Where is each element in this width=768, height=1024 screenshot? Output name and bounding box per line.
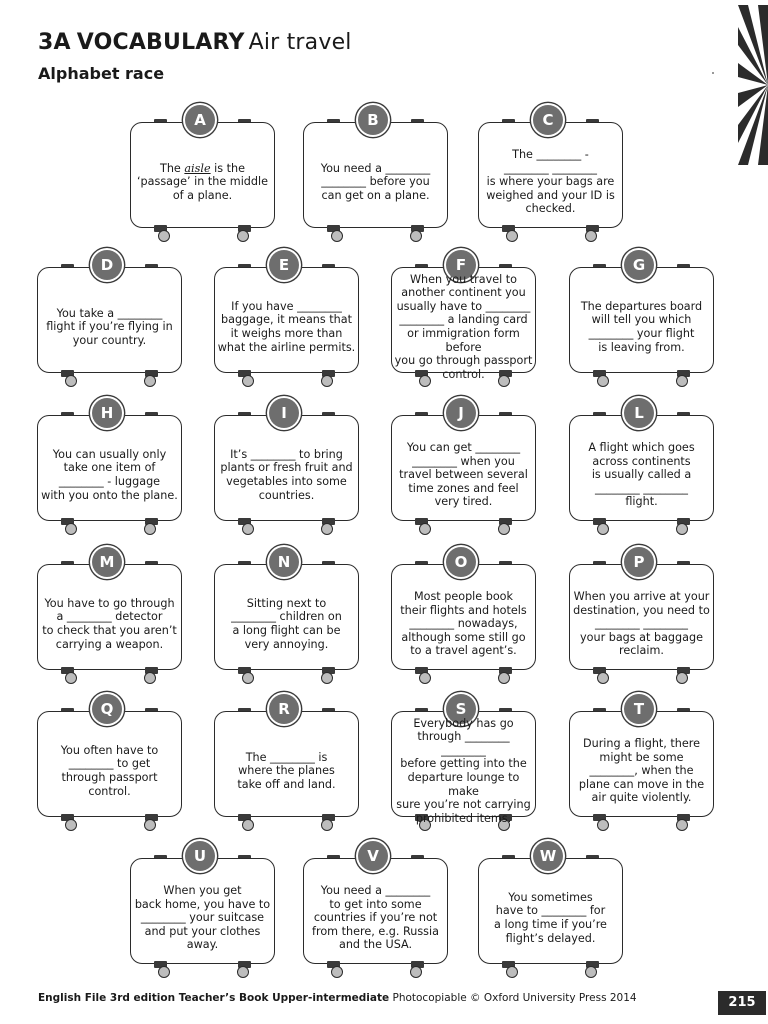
suitcase-wheel <box>65 375 77 387</box>
clue-text: The ________ - ________ ________ is where your bags are weighed and your ID is checked. <box>486 148 615 216</box>
suitcase-card-e <box>214 255 359 385</box>
clue-area <box>480 138 621 226</box>
clue-text: The ________ is where the planes take off and land. <box>237 750 336 791</box>
footer-credit <box>38 992 637 1004</box>
clue-area <box>39 727 180 815</box>
clue-text: You can get ________ ________ when you travel between several time zones and feel very tired. <box>399 441 528 509</box>
suitcase-card-v <box>303 846 448 976</box>
suitcase-card-f <box>391 255 536 385</box>
suitcase-card-d <box>37 255 182 385</box>
letter-badge: J <box>446 398 476 428</box>
letter-badge: R <box>269 694 299 724</box>
suitcase-wheel <box>676 672 688 684</box>
suitcase-card-g <box>569 255 714 385</box>
letter-badge: O <box>446 547 476 577</box>
letter-badge: C <box>533 105 563 135</box>
suitcase-wheel <box>321 672 333 684</box>
letter-badge: E <box>269 250 299 280</box>
suitcase-wheel <box>597 523 609 535</box>
letter-badge: B <box>358 105 388 135</box>
suitcase-card-u <box>130 846 275 976</box>
clue-area <box>216 580 357 668</box>
clue-area <box>571 283 712 371</box>
suitcase-wheel <box>676 375 688 387</box>
suitcase-wheel <box>144 375 156 387</box>
topic-title: Air travel <box>248 30 352 55</box>
suitcase-wheel <box>498 523 510 535</box>
suitcase-wheel <box>597 672 609 684</box>
suitcase-wheel <box>419 672 431 684</box>
clue-area <box>132 138 273 226</box>
clue-text: When you arrive at your destination, you need to ________ ________ your bags at baggage reclaim. <box>573 590 710 658</box>
clue-area <box>216 283 357 371</box>
clue-area <box>305 138 446 226</box>
clue-text: The aisle is the ‘passage’ in the middle of a plane. <box>137 161 268 202</box>
suitcase-wheel <box>321 523 333 535</box>
letter-badge: I <box>269 398 299 428</box>
suitcase-wheel <box>242 672 254 684</box>
letter-badge: W <box>533 841 563 871</box>
suitcase-card-w <box>478 846 623 976</box>
clue-area <box>571 580 712 668</box>
clue-text: You can usually only take one item of ________ - luggage with you onto the plane. <box>41 447 178 502</box>
letter-badge: M <box>92 547 122 577</box>
clue-area <box>216 727 357 815</box>
suitcase-card-h <box>37 403 182 533</box>
letter-badge: L <box>624 398 654 428</box>
clue-text: During a flight, there might be some ________, when the plane can move in the air quite violently. <box>578 737 705 805</box>
suitcase-wheel <box>331 230 343 242</box>
suitcase-wheel <box>144 672 156 684</box>
suitcase-wheel <box>158 230 170 242</box>
section-category: VOCABULARY <box>76 30 245 55</box>
clue-text: You often have to ________ to get through passport control. <box>60 743 159 798</box>
suitcase-wheel <box>419 523 431 535</box>
suitcase-card-a <box>130 110 275 240</box>
clue-text: A flight which goes across continents is usually called a ________ ________ flight. <box>588 441 695 509</box>
clue-text: You need a ________ to get into some countries if you’re not from there, e.g. Russia and the USA. <box>312 884 439 952</box>
suitcase-card-c <box>478 110 623 240</box>
letter-badge: T <box>624 694 654 724</box>
letter-badge: D <box>92 250 122 280</box>
suitcase-wheel <box>158 966 170 978</box>
clue-area <box>39 283 180 371</box>
suitcase-wheel <box>410 966 422 978</box>
clue-text: You have to go through a ________ detector to check that you aren’t carrying a weapon. <box>42 596 177 651</box>
suitcase-wheel <box>506 230 518 242</box>
letter-badge: V <box>358 841 388 871</box>
clue-text: You need a ________ ________ before you can get on a plane. <box>320 161 431 202</box>
suitcase-wheel <box>65 523 77 535</box>
clue-area <box>393 431 534 519</box>
page-number: 215 <box>718 991 766 1015</box>
suitcase-wheel <box>321 375 333 387</box>
suitcase-wheel <box>498 672 510 684</box>
letter-badge: S <box>446 694 476 724</box>
clue-text: Everybody has go through ________ ________ before getting into the departure lounge to make sure you’re not carrying prohibited items. <box>396 716 531 825</box>
clue-area <box>39 431 180 519</box>
suitcase-wheel <box>65 672 77 684</box>
suitcase-card-q <box>37 699 182 829</box>
clue-area <box>571 431 712 519</box>
suitcase-wheel <box>242 523 254 535</box>
suitcase-card-m <box>37 552 182 682</box>
letter-badge: P <box>624 547 654 577</box>
suitcase-wheel <box>237 230 249 242</box>
suitcase-wheel <box>597 375 609 387</box>
suitcase-wheel <box>597 819 609 831</box>
activity-title: Alphabet race <box>38 64 165 83</box>
suitcase-card-l <box>569 403 714 533</box>
clue-area <box>393 272 534 381</box>
letter-badge: U <box>185 841 215 871</box>
clue-area <box>480 874 621 962</box>
letter-badge: N <box>269 547 299 577</box>
suitcase-wheel <box>65 819 77 831</box>
suitcase-wheel <box>242 375 254 387</box>
suitcase-card-r <box>214 699 359 829</box>
suitcase-wheel <box>410 230 422 242</box>
letter-badge: F <box>446 250 476 280</box>
suitcase-wheel <box>144 819 156 831</box>
unit-code: 3A <box>38 30 71 55</box>
suitcase-card-p <box>569 552 714 682</box>
footer-rights: Photocopiable © Oxford University Press 2014 <box>392 992 637 1004</box>
clue-text: When you travel to another continent you usually have to ________ ________ a landing card or immigration form before you go through passport control. <box>394 272 533 381</box>
suitcase-wheel <box>585 966 597 978</box>
letter-badge: H <box>92 398 122 428</box>
clue-area <box>132 874 273 962</box>
suitcase-card-o <box>391 552 536 682</box>
suitcase-card-s <box>391 699 536 829</box>
clue-area <box>393 580 534 668</box>
suitcase-wheel <box>676 523 688 535</box>
suitcase-card-n <box>214 552 359 682</box>
suitcase-wheel <box>144 523 156 535</box>
suitcase-wheel <box>676 819 688 831</box>
clue-text: Sitting next to ________ children on a long flight can be very annoying. <box>231 596 342 651</box>
clue-text: The departures board will tell you which ________ your flight is leaving from. <box>580 299 703 354</box>
clue-area <box>305 874 446 962</box>
suitcase-wheel <box>242 819 254 831</box>
suitcase-wheel <box>237 966 249 978</box>
letter-badge: G <box>624 250 654 280</box>
clue-area <box>39 580 180 668</box>
suitcase-wheel <box>506 966 518 978</box>
clue-area <box>216 431 357 519</box>
suitcase-card-b <box>303 110 448 240</box>
footer-book-title: English File 3rd edition Teacher’s Book Upper-intermediate <box>38 992 390 1004</box>
suitcase-wheel <box>331 966 343 978</box>
suitcase-wheel <box>585 230 597 242</box>
clue-text: Most people book their flights and hotels ________ nowadays, although some still go to a travel agent’s. <box>400 590 527 658</box>
clue-area <box>393 716 534 825</box>
suitcase-card-j <box>391 403 536 533</box>
clue-area <box>571 727 712 815</box>
clue-text: You sometimes have to ________ for a long time if you’re flight’s delayed. <box>494 890 607 945</box>
clue-text: When you get back home, you have to ________ your suitcase and put your clothes away. <box>134 884 271 952</box>
letter-badge: A <box>185 105 215 135</box>
clue-text: You take a ________ flight if you’re flying in your country. <box>46 306 173 347</box>
suitcase-card-i <box>214 403 359 533</box>
letter-badge: Q <box>92 694 122 724</box>
suitcase-card-t <box>569 699 714 829</box>
clue-text: It’s ________ to bring plants or fresh fruit and vegetables into some countries. <box>220 447 353 502</box>
clue-text: If you have ________ baggage, it means that it weighs more than what the airline permits. <box>217 299 356 354</box>
suitcase-wheel <box>321 819 333 831</box>
